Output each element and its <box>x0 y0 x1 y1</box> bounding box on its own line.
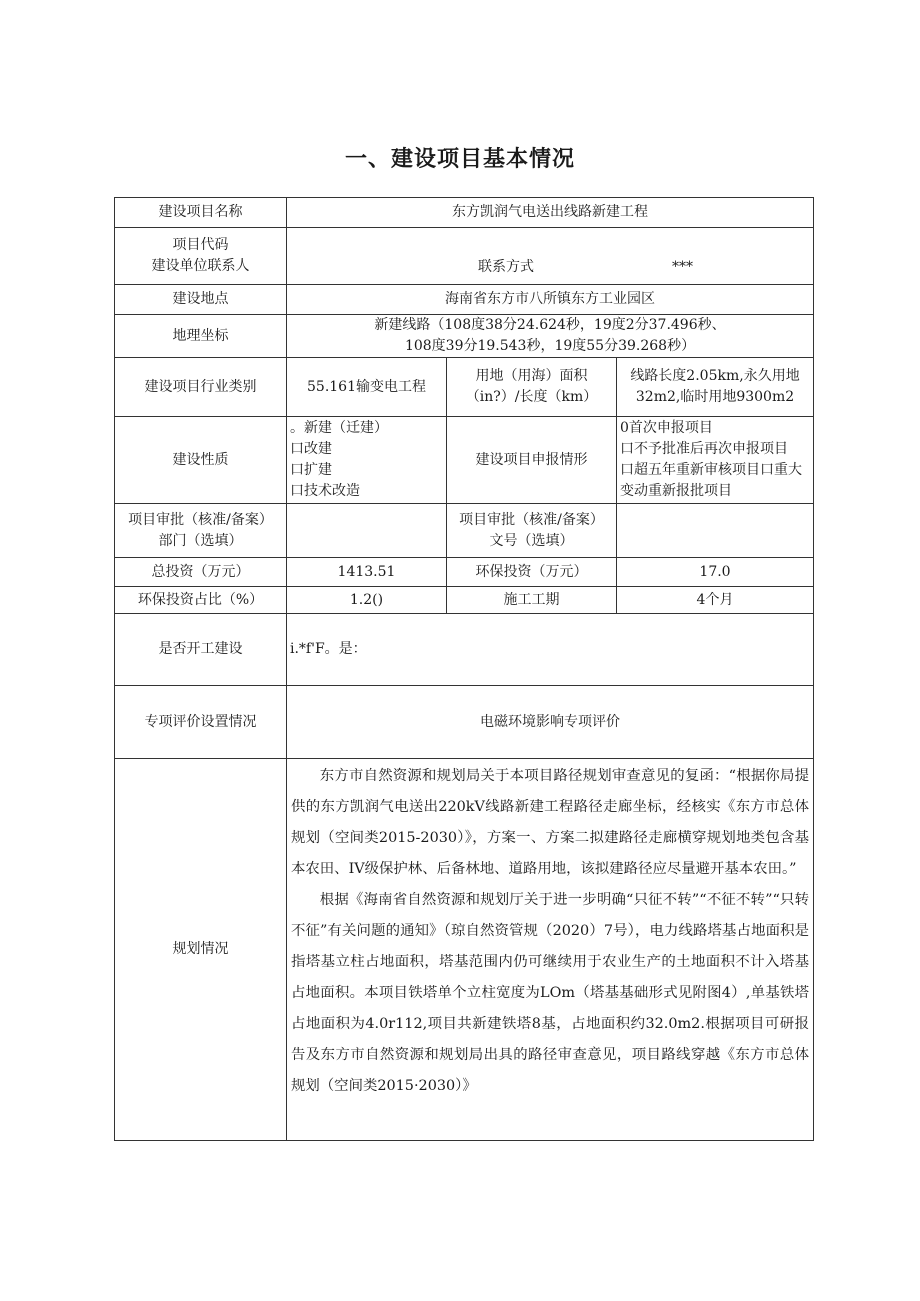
table-row <box>115 686 814 759</box>
nature-option-tech: 口技术改造 <box>290 483 360 499</box>
planning-paragraph-2: 根据《海南省自然资源和规划厅关于进一步明确“只征不转”“不征不转”“只转不征”有关问题的通知》（琼自然资管规（2020）7号），电力线路塔基占地面积是指塔基立柱占地面积，塔基范围内仍可继续用于农业生产的土地面积不计入塔基占地面积。本项目铁塔单个立柱宽度为LOm（塔基基础形式见附图4）,单基铁塔占地面积为4.0r112,项目共新建铁塔8基，占地面积约32.0m2.根据项目可研报告及东方市自然资源和规划局出具的路径审查意见，项目路线穿越《东方市总体规划（空间类2015·2030）》 <box>291 892 810 1094</box>
period-label: 施工工期 <box>447 587 617 614</box>
table-row <box>115 228 814 285</box>
table-row <box>115 198 814 228</box>
coords-label: 地理坐标 <box>115 315 287 358</box>
period-value: 4个月 <box>617 587 814 614</box>
env-investment-label: 环保投资（万元） <box>447 558 617 587</box>
nature-option-expand: 口扩建 <box>290 462 332 478</box>
approval-doc-label-line2: 文号（选填） <box>489 532 574 549</box>
ratio-value: 1.2() <box>287 587 447 614</box>
table-row <box>115 759 814 1141</box>
report-options <box>617 417 814 504</box>
special-eval-value: 电磁环境影响专项评价 <box>287 686 814 759</box>
nature-option-new: 。新建（迁建） <box>290 420 388 436</box>
table-row <box>115 614 814 686</box>
approval-dept-label-line2: 部门（选填） <box>158 532 243 549</box>
ratio-label: 环保投资占比（%） <box>115 587 287 614</box>
report-option-resubmit: 口不予批准后再次申报项目 <box>620 441 788 457</box>
contact-method-label: 联系方式 <box>478 259 535 275</box>
industry-value: 55.161输变电工程 <box>287 358 447 417</box>
table-row <box>115 587 814 614</box>
area-label: 用地（用海）面积（in?）/长度（km） <box>447 358 617 417</box>
project-name-label: 建设项目名称 <box>115 198 287 228</box>
approval-doc-label <box>447 504 617 558</box>
report-option-first: 0首次申报项目 <box>620 420 713 436</box>
contact-person-label: 建设单位联系人 <box>151 258 250 274</box>
project-name-value: 东方凯润气电送出线路新建工程 <box>287 198 814 228</box>
nature-option-rebuild: 口改建 <box>290 441 332 457</box>
area-value: 线路长度2.05km,永久用地32m2,临时用地9300m2 <box>617 358 814 417</box>
approval-dept-value <box>287 504 447 558</box>
started-value: i.*f'F。是： <box>287 614 814 686</box>
report-option-review: 口超五年重新审核项目口重大变动重新报批项目 <box>620 462 802 499</box>
approval-dept-label-line1: 项目审批（核准/备案） <box>128 511 273 528</box>
code-contact-label-cell <box>115 228 287 285</box>
planning-label: 规划情况 <box>115 759 287 1141</box>
coords-value <box>287 315 814 358</box>
project-info-table <box>114 197 814 1141</box>
table-row <box>115 285 814 315</box>
contact-method-value: *** <box>672 259 694 275</box>
nature-label: 建设性质 <box>115 417 287 504</box>
investment-value: 1413.51 <box>287 558 447 587</box>
nature-options <box>287 417 447 504</box>
location-value: 海南省东方市八所镇东方工业园区 <box>287 285 814 315</box>
table-row <box>115 315 814 358</box>
table-row <box>115 358 814 417</box>
planning-content <box>287 759 814 1141</box>
approval-doc-value <box>617 504 814 558</box>
location-label: 建设地点 <box>115 285 287 315</box>
coords-line1: 新建线路（108度38分24.624秒，19度2分37.496秒、 <box>374 317 726 333</box>
project-code-label: 项目代码 <box>172 237 229 253</box>
code-contact-value-cell <box>287 228 814 285</box>
report-label: 建设项目申报情形 <box>447 417 617 504</box>
approval-doc-label-line1: 项目审批（核准/备案） <box>459 511 604 528</box>
investment-label: 总投资（万元） <box>115 558 287 587</box>
planning-paragraph-1: 东方市自然资源和规划局关于本项目路径规划审查意见的复函：“根据你局提供的东方凯润气电送出220kV线路新建工程路径走廊坐标，经核实《东方市总体规划（空间类2015-2030）》，方案一、方案二拟建路径走廊横穿规划地类包含基本农田、IV级保护林、后备林地、道路用地，该拟建路径应尽量避开基本农田。” <box>291 768 810 877</box>
table-row <box>115 417 814 504</box>
industry-label: 建设项目行业类别 <box>115 358 287 417</box>
special-eval-label: 专项评价设置情况 <box>115 686 287 759</box>
table-row <box>115 504 814 558</box>
page-title: 一、建设项目基本情况 <box>344 147 575 172</box>
coords-line2: 108度39分19.543秒，19度55分39.268秒） <box>404 338 696 354</box>
table-row <box>115 558 814 587</box>
approval-dept-label <box>115 504 287 558</box>
started-label: 是否开工建设 <box>115 614 287 686</box>
env-investment-value: 17.0 <box>617 558 814 587</box>
